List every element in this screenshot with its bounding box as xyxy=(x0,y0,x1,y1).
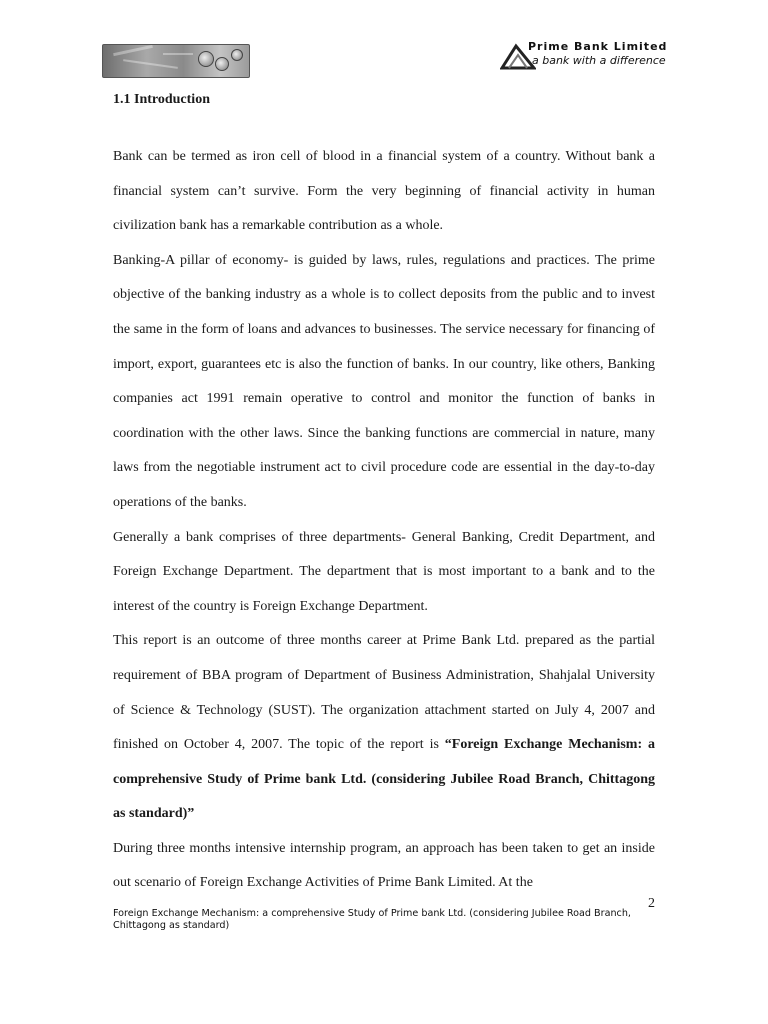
paragraph-5: During three months intensive internship program, an approach has been taken to get an inside out scenario of Foreign Exchange Activities of Prime Bank Limited. At the xyxy=(113,840,655,891)
footer-running-title: Foreign Exchange Mechanism: a comprehensive Study of Prime bank Ltd. (considering Jubilee Road Branch, Chittagong as standard) xyxy=(113,908,631,931)
paragraph-3: Generally a bank comprises of three departments- General Banking, Credit Department, and Foreign Exchange Department. The department that is most important to a bank and to the interest of the country is Foreign Exchange Department. xyxy=(113,529,655,614)
body-text xyxy=(113,140,655,901)
brand-tagline: a bank with a difference xyxy=(532,54,666,67)
paragraph-2: Banking-A pillar of economy- is guided by laws, rules, regulations and practices. The prime objective of the banking industry as a whole is to collect deposits from the public and to invest the same in the form of loans and advances to businesses. The service necessary for financing of import, export, guarantees etc is also the function of banks. In our country, like others, Banking companies act 1991 remain operative to control and monitor the function of banks in coordination with the other laws. Since the banking functions are commercial in nature, many laws from the negotiable instrument act to civil procedure code are essential in the day-to-day operations of the banks. xyxy=(113,252,655,510)
paragraph-4-lead: This report is an outcome of three months career at Prime Bank Ltd. prepared as the partial requirement of BBA program of Department of Business Administration, Shahjalal University of Science & Technology (SUST). The organization attachment started on July 4, 2007 and finished on October 4, 2007. The topic of the report is xyxy=(113,633,655,753)
prime-bank-logo xyxy=(500,40,670,74)
paragraph-1: Bank can be termed as iron cell of blood in a financial system of a country. Without bank a financial system can’t survive. Form the very beginning of financial activity in human civilization bank has a remarkable contribution as a whole. xyxy=(113,149,655,234)
section-title: 1.1 Introduction xyxy=(113,92,210,107)
paragraph-4 xyxy=(113,624,655,832)
page-number: 2 xyxy=(648,896,655,911)
brand-name: Prime Bank Limited xyxy=(528,40,668,53)
report-topic: “Foreign Exchange Mechanism: a comprehensive Study of Prime bank Ltd. (considering Jubilee Road Branch, Chittagong as standard)” xyxy=(113,737,655,822)
header-banner-image xyxy=(102,44,250,78)
